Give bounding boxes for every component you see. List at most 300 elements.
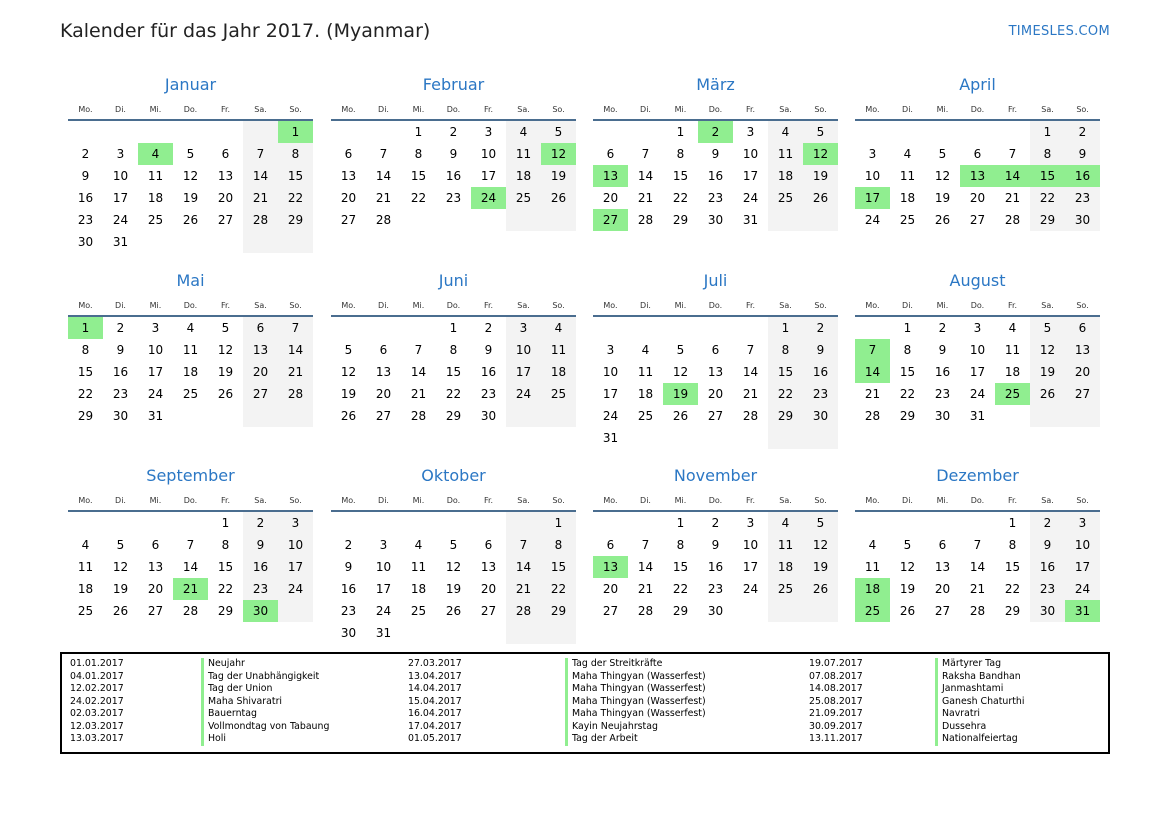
day-cell: 8 (449, 343, 458, 357)
day-cell: 31 (969, 409, 986, 423)
weekday-header: So. (814, 105, 827, 114)
day-cell: 14 (742, 365, 759, 379)
day-cell: 2 (449, 125, 458, 139)
holiday-date: 07.08.2017 (809, 670, 863, 682)
day-cell: 26 (112, 604, 129, 618)
day-cell: 1 (1008, 516, 1017, 530)
day-cell: 5 (221, 321, 230, 335)
day-cell: 20 (969, 191, 986, 205)
day-cell: 29 (445, 409, 462, 423)
day-cell: 1 (554, 516, 563, 530)
day-cell: 5 (816, 125, 825, 139)
day-cell: 24 (602, 409, 619, 423)
weekday-header: Do. (446, 301, 461, 310)
month-name: Februar (422, 75, 485, 94)
month-name: September (146, 466, 235, 485)
day-cell: 11 (637, 365, 654, 379)
day-cell: 29 (1039, 213, 1056, 227)
day-cell: 23 (112, 387, 129, 401)
weekday-header: Di. (902, 105, 913, 114)
day-cell: 5 (116, 538, 125, 552)
day-cell: 3 (746, 516, 755, 530)
day-cell: 30 (480, 409, 497, 423)
weekday-header: Di. (640, 496, 651, 505)
day-cell: 25 (899, 213, 916, 227)
day-cell: 5 (1043, 321, 1052, 335)
day-cell: 8 (1008, 538, 1017, 552)
day-cell: 19 (899, 582, 916, 596)
day-cell: 6 (151, 538, 160, 552)
holiday-date: 30.09.2017 (809, 720, 863, 732)
weekday-header: Sa. (779, 105, 792, 114)
day-cell: 9 (116, 343, 125, 357)
day-cell: 1 (676, 125, 685, 139)
day-cell: 4 (554, 321, 563, 335)
day-cell: 3 (868, 147, 877, 161)
day-cell: 24 (969, 387, 986, 401)
day-cell: 29 (217, 604, 234, 618)
day-cell: 7 (186, 538, 195, 552)
day-cell: 2 (711, 516, 720, 530)
day-cell: 24 (147, 387, 164, 401)
day-cell: 19 (217, 365, 234, 379)
holiday-names-col-2 (565, 658, 706, 746)
day-cell: 17 (375, 582, 392, 596)
weekday-header: Fr. (483, 496, 494, 505)
day-cell: 21 (252, 191, 269, 205)
day-cell: 15 (410, 169, 427, 183)
day-cell: 28 (1004, 213, 1021, 227)
weekday-header: Di. (378, 301, 389, 310)
day-cell: 18 (899, 191, 916, 205)
day-cell: 13 (1074, 343, 1091, 357)
day-cell: 21 (410, 387, 427, 401)
weekday-header: Mo. (603, 496, 618, 505)
holiday-date: 01.01.2017 (70, 658, 124, 669)
holiday-date: 01.05.2017 (408, 733, 462, 744)
weekday-header: Mi. (149, 301, 162, 310)
day-cell: 30 (112, 409, 129, 423)
day-cell: 31 (602, 431, 619, 445)
holiday-names-col-3 (935, 658, 1024, 746)
day-cell: 7 (746, 343, 755, 357)
day-cell: 22 (410, 191, 427, 205)
brand-link[interactable]: TIMESLES.COM (1008, 24, 1110, 39)
day-cell: 8 (676, 538, 685, 552)
day-cell: 25 (410, 604, 427, 618)
day-cell: 30 (1039, 604, 1056, 618)
day-cell: 4 (641, 343, 650, 357)
day-cell: 20 (252, 365, 269, 379)
day-cell: 15 (672, 169, 689, 183)
weekday-header: Fr. (745, 496, 756, 505)
day-cell: 24 (864, 213, 881, 227)
day-cell: 29 (899, 409, 916, 423)
day-cell: 1 (781, 321, 790, 335)
day-cell: 19 (182, 191, 199, 205)
day-cell: 21 (637, 582, 654, 596)
day-cell: 16 (480, 365, 497, 379)
day-cell: 8 (291, 147, 300, 161)
day-cell: 10 (742, 147, 759, 161)
day-cell: 12 (672, 365, 689, 379)
day-cell: 29 (287, 213, 304, 227)
day-cell: 20 (217, 191, 234, 205)
day-cell: 13 (252, 343, 269, 357)
weekday-header: Di. (640, 301, 651, 310)
day-cell: 19 (112, 582, 129, 596)
day-cell: 14 (637, 169, 654, 183)
weekday-header: Mo. (603, 105, 618, 114)
holiday-day-cell: 13 (593, 165, 628, 187)
day-cell: 2 (344, 538, 353, 552)
day-cell: 5 (554, 125, 563, 139)
day-cell: 27 (934, 604, 951, 618)
day-cell: 23 (707, 191, 724, 205)
day-cell: 28 (969, 604, 986, 618)
day-cell: 22 (445, 387, 462, 401)
holiday-name: Maha Shivaratri (208, 695, 283, 707)
day-cell: 26 (672, 409, 689, 423)
day-cell: 24 (287, 582, 304, 596)
day-cell: 18 (777, 169, 794, 183)
month-name: Oktober (421, 466, 486, 485)
day-cell: 12 (899, 560, 916, 574)
day-cell: 21 (1004, 191, 1021, 205)
day-cell: 29 (672, 604, 689, 618)
day-cell: 23 (1039, 582, 1056, 596)
day-cell: 26 (217, 387, 234, 401)
weekday-header: Sa. (1041, 105, 1054, 114)
holiday-day-cell: 13 (960, 165, 995, 187)
day-cell: 15 (1004, 560, 1021, 574)
day-cell: 20 (147, 582, 164, 596)
day-cell: 1 (449, 321, 458, 335)
day-cell: 21 (637, 191, 654, 205)
weekday-header: Sa. (517, 301, 530, 310)
day-cell: 10 (742, 538, 759, 552)
holiday-date: 24.02.2017 (70, 695, 124, 707)
day-cell: 23 (480, 387, 497, 401)
day-cell: 7 (256, 147, 265, 161)
day-cell: 2 (1043, 516, 1052, 530)
day-cell: 30 (77, 235, 94, 249)
weekday-header: So. (552, 105, 565, 114)
day-cell: 28 (864, 409, 881, 423)
day-cell: 4 (781, 125, 790, 139)
day-cell: 8 (903, 343, 912, 357)
holiday-name: Maha Thingyan (Wasserfest) (572, 683, 706, 694)
day-cell: 25 (550, 387, 567, 401)
day-cell: 14 (637, 560, 654, 574)
holiday-name: Tag der Unabhängigkeit (208, 670, 320, 682)
weekday-header: Fr. (220, 496, 231, 505)
weekday-header: So. (289, 105, 302, 114)
day-cell: 4 (1008, 321, 1017, 335)
holiday-date: 12.02.2017 (70, 683, 124, 694)
day-cell: 12 (1039, 343, 1056, 357)
day-cell: 8 (221, 538, 230, 552)
weekday-header: Mi. (412, 496, 425, 505)
day-cell: 20 (707, 387, 724, 401)
day-cell: 9 (1043, 538, 1052, 552)
day-cell: 6 (711, 343, 720, 357)
day-cell: 8 (781, 343, 790, 357)
day-cell: 11 (77, 560, 94, 574)
weekday-header: Mo. (341, 105, 356, 114)
day-cell: 6 (606, 147, 615, 161)
day-cell: 8 (676, 147, 685, 161)
weekday-header: Do. (183, 496, 198, 505)
day-cell: 21 (287, 365, 304, 379)
day-cell: 4 (781, 516, 790, 530)
weekday-header: Do. (970, 496, 985, 505)
day-cell: 16 (707, 560, 724, 574)
day-cell: 8 (554, 538, 563, 552)
day-cell: 13 (147, 560, 164, 574)
day-cell: 5 (816, 516, 825, 530)
weekday-header: So. (1076, 301, 1089, 310)
day-cell: 13 (480, 560, 497, 574)
day-cell: 6 (973, 147, 982, 161)
day-cell: 2 (81, 147, 90, 161)
day-cell: 2 (1078, 125, 1087, 139)
day-cell: 23 (707, 582, 724, 596)
day-cell: 29 (672, 213, 689, 227)
day-cell: 12 (182, 169, 199, 183)
day-cell: 3 (606, 343, 615, 357)
day-cell: 22 (77, 387, 94, 401)
day-cell: 14 (515, 560, 532, 574)
holiday-day-cell: 4 (138, 143, 173, 165)
day-cell: 10 (515, 343, 532, 357)
weekday-header: Fr. (745, 105, 756, 114)
day-cell: 16 (934, 365, 951, 379)
weekday-header: So. (1076, 496, 1089, 505)
day-cell: 7 (641, 538, 650, 552)
weekday-header: Fr. (1007, 301, 1018, 310)
day-cell: 24 (112, 213, 129, 227)
weekday-header: Sa. (779, 496, 792, 505)
day-cell: 5 (903, 538, 912, 552)
day-cell: 5 (186, 147, 195, 161)
weekday-header: Sa. (1041, 301, 1054, 310)
day-cell: 3 (291, 516, 300, 530)
month-name: August (949, 271, 1006, 290)
day-cell: 4 (81, 538, 90, 552)
day-cell: 24 (742, 582, 759, 596)
day-cell: 9 (344, 560, 353, 574)
day-cell: 24 (742, 191, 759, 205)
holiday-name: Maha Thingyan (Wasserfest) (572, 670, 706, 682)
weekday-header: Di. (378, 496, 389, 505)
weekday-header: Mo. (341, 496, 356, 505)
day-cell: 7 (519, 538, 528, 552)
day-cell: 9 (816, 343, 825, 357)
day-cell: 22 (1039, 191, 1056, 205)
day-cell: 18 (147, 191, 164, 205)
month-name: Juli (703, 271, 728, 290)
holiday-name: Maha Thingyan (Wasserfest) (572, 708, 706, 719)
holiday-day-cell: 2 (698, 121, 733, 143)
weekday-header: Fr. (483, 105, 494, 114)
holiday-date: 04.01.2017 (70, 670, 124, 682)
day-cell: 28 (742, 409, 759, 423)
day-cell: 1 (676, 516, 685, 530)
day-cell: 30 (1074, 213, 1091, 227)
day-cell: 7 (1008, 147, 1017, 161)
holiday-day-cell: 19 (663, 383, 698, 405)
day-cell: 26 (340, 409, 357, 423)
holiday-date: 21.09.2017 (809, 708, 863, 719)
day-cell: 9 (1078, 147, 1087, 161)
day-cell: 16 (112, 365, 129, 379)
day-cell: 25 (147, 213, 164, 227)
holiday-date: 14.04.2017 (408, 683, 462, 694)
day-cell: 3 (151, 321, 160, 335)
day-cell: 7 (641, 147, 650, 161)
day-cell: 11 (777, 538, 794, 552)
day-cell: 19 (1039, 365, 1056, 379)
day-cell: 26 (182, 213, 199, 227)
weekday-header: Sa. (254, 301, 267, 310)
holiday-name: Neujahr (208, 658, 245, 669)
day-cell: 19 (812, 169, 829, 183)
day-cell: 18 (777, 560, 794, 574)
holiday-name: Bauerntag (208, 708, 257, 719)
holiday-day-cell: 18 (855, 578, 890, 600)
day-cell: 16 (707, 169, 724, 183)
weekday-header: Fr. (1007, 496, 1018, 505)
day-cell: 8 (414, 147, 423, 161)
day-cell: 30 (707, 604, 724, 618)
day-cell: 6 (606, 538, 615, 552)
holiday-day-cell: 15 (1030, 165, 1065, 187)
day-cell: 18 (182, 365, 199, 379)
weekday-header: So. (552, 301, 565, 310)
weekday-header: Mo. (865, 105, 880, 114)
day-cell: 6 (938, 538, 947, 552)
day-cell: 23 (934, 387, 951, 401)
weekday-header: Mi. (674, 301, 687, 310)
weekday-header: Di. (115, 105, 126, 114)
day-cell: 12 (812, 538, 829, 552)
day-cell: 29 (777, 409, 794, 423)
day-cell: 21 (969, 582, 986, 596)
day-cell: 15 (550, 560, 567, 574)
day-cell: 9 (81, 169, 90, 183)
day-cell: 20 (934, 582, 951, 596)
weekday-header: Mo. (341, 301, 356, 310)
month-name: Januar (164, 75, 217, 94)
day-cell: 24 (515, 387, 532, 401)
weekday-header: Sa. (517, 496, 530, 505)
day-cell: 9 (938, 343, 947, 357)
day-cell: 30 (340, 626, 357, 640)
day-cell: 16 (252, 560, 269, 574)
day-cell: 11 (410, 560, 427, 574)
day-cell: 17 (742, 169, 759, 183)
holiday-day-cell: 17 (855, 187, 890, 209)
day-cell: 8 (1043, 147, 1052, 161)
day-cell: 17 (112, 191, 129, 205)
month-name: November (673, 466, 758, 485)
day-cell: 13 (340, 169, 357, 183)
holiday-name: Tag der Streitkräfte (572, 658, 663, 669)
holiday-date: 13.03.2017 (70, 733, 124, 744)
page-title: Kalender für das Jahr 2017. (Myanmar) (60, 20, 431, 42)
day-cell: 25 (777, 191, 794, 205)
day-cell: 7 (291, 321, 300, 335)
holiday-name: Vollmondtag von Tabaung (208, 720, 330, 732)
day-cell: 19 (812, 560, 829, 574)
weekday-header: Fr. (483, 301, 494, 310)
holiday-date: 25.08.2017 (809, 695, 863, 707)
day-cell: 14 (182, 560, 199, 574)
holiday-name: Dussehra (942, 720, 987, 732)
holiday-date: 14.08.2017 (809, 683, 863, 694)
day-cell: 14 (252, 169, 269, 183)
weekday-header: Di. (902, 496, 913, 505)
day-cell: 10 (480, 147, 497, 161)
day-cell: 21 (515, 582, 532, 596)
weekday-header: Mo. (603, 301, 618, 310)
day-cell: 15 (899, 365, 916, 379)
weekday-header: Mo. (78, 105, 93, 114)
day-cell: 17 (515, 365, 532, 379)
day-cell: 16 (812, 365, 829, 379)
weekday-header: Mi. (149, 496, 162, 505)
holiday-day-cell: 13 (593, 556, 628, 578)
day-cell: 17 (147, 365, 164, 379)
day-cell: 3 (973, 321, 982, 335)
day-cell: 13 (707, 365, 724, 379)
holiday-name: Märtyrer Tag (942, 658, 1002, 669)
weekday-header: So. (1076, 105, 1089, 114)
holiday-dates-col-3 (809, 658, 863, 746)
day-cell: 27 (147, 604, 164, 618)
day-cell: 22 (287, 191, 304, 205)
weekday-header: Di. (902, 301, 913, 310)
holiday-name: Raksha Bandhan (942, 670, 1021, 682)
day-cell: 11 (777, 147, 794, 161)
weekday-header: Sa. (517, 105, 530, 114)
day-cell: 13 (375, 365, 392, 379)
weekday-header: Do. (183, 105, 198, 114)
day-cell: 12 (340, 365, 357, 379)
day-cell: 14 (287, 343, 304, 357)
day-cell: 21 (864, 387, 881, 401)
holiday-date: 13.04.2017 (408, 670, 462, 682)
day-cell: 1 (221, 516, 230, 530)
day-cell: 25 (515, 191, 532, 205)
day-cell: 11 (899, 169, 916, 183)
holiday-date: 02.03.2017 (70, 708, 124, 719)
day-cell: 27 (707, 409, 724, 423)
day-cell: 6 (1078, 321, 1087, 335)
day-cell: 5 (938, 147, 947, 161)
weekday-header: Do. (970, 301, 985, 310)
holiday-date: 12.03.2017 (70, 720, 124, 732)
day-cell: 19 (445, 582, 462, 596)
day-cell: 6 (484, 538, 493, 552)
weekday-header: Mi. (936, 301, 949, 310)
day-cell: 17 (969, 365, 986, 379)
day-cell: 28 (375, 213, 392, 227)
day-cell: 21 (375, 191, 392, 205)
day-cell: 26 (550, 191, 567, 205)
day-cell: 28 (515, 604, 532, 618)
